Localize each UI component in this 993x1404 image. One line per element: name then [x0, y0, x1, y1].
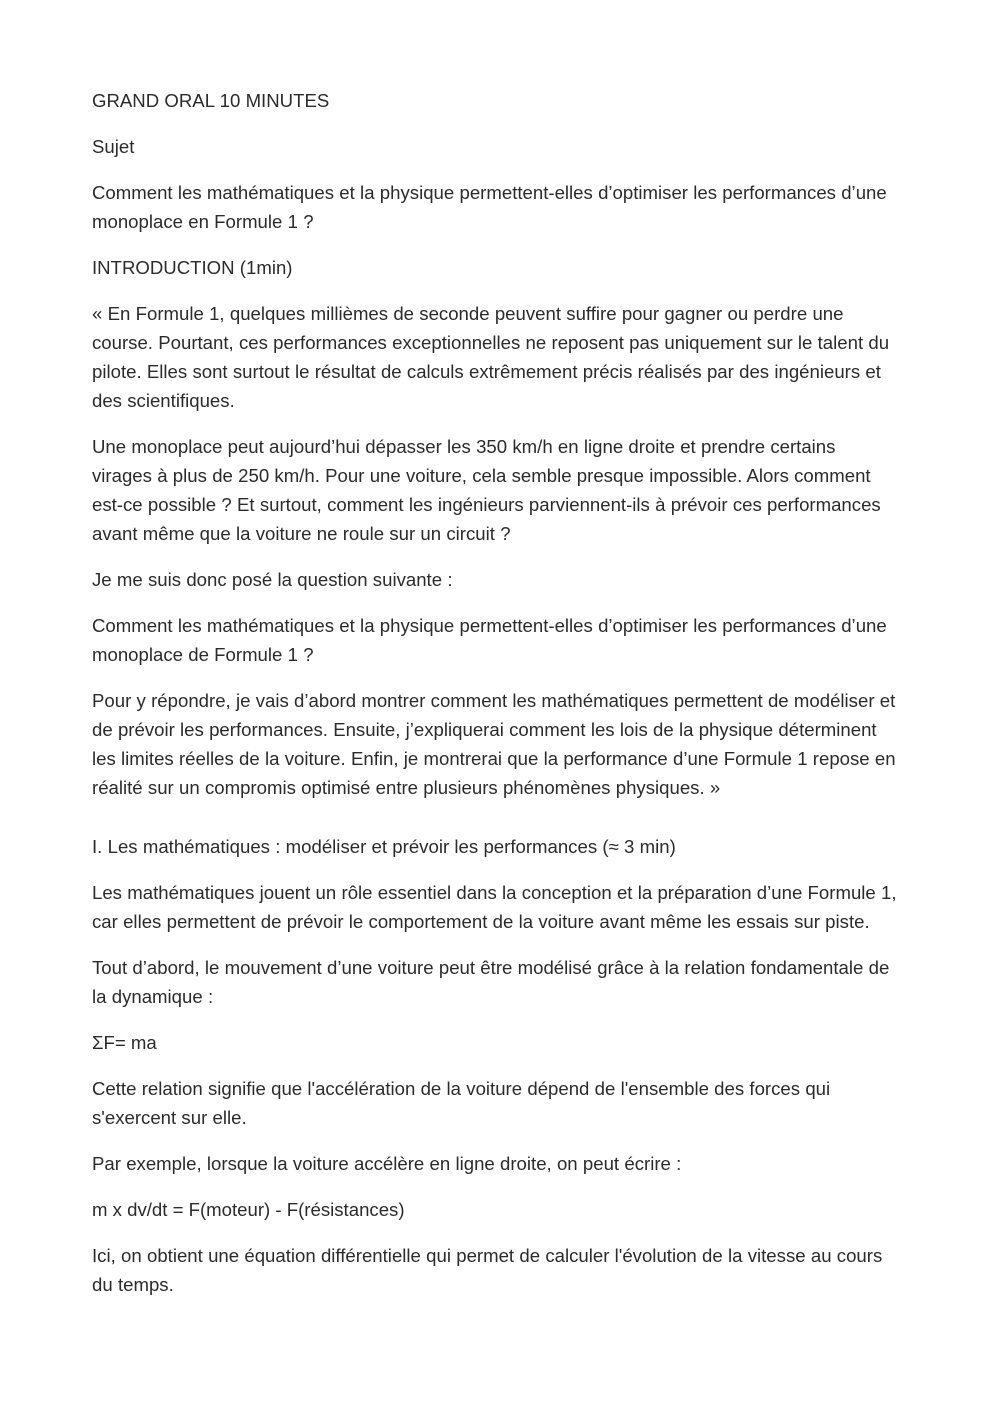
- section-1-paragraph-3: Cette relation signifie que l'accélération de la voiture dépend de l'ensemble des forces qui s'exercent sur elle.: [92, 1078, 836, 1128]
- introduction-heading: INTRODUCTION (1min): [92, 257, 293, 278]
- section-1-paragraph-1: Les mathématiques jouent un rôle essentiel dans la conception et la préparation d’une Formule 1, car elles permettent de prévoir le comportement de la voiture avant même les essais sur piste.: [92, 882, 902, 932]
- introduction-paragraph-3: Je me suis donc posé la question suivante :: [92, 569, 453, 590]
- section-1-paragraph-2: Tout d’abord, le mouvement d’une voiture peut être modélisé grâce à la relation fondamentale de la dynamique :: [92, 957, 895, 1007]
- section-1-paragraph-4: Par exemple, lorsque la voiture accélère en ligne droite, on peut écrire :: [92, 1153, 682, 1174]
- introduction-paragraph-4: Pour y répondre, je vais d’abord montrer comment les mathématiques permettent de modéliser et de prévoir les performances. Ensuite, j’expliquerai comment les lois de la physique déterminent les limites réelles de la voiture. Enfin, je montrerai que la performance d’une Formule 1 repose en réalité sur un compromis optimisé entre plusieurs phénomènes physiques. »: [92, 690, 901, 798]
- formula-newtons-second-law: ΣF= ma: [92, 1032, 157, 1053]
- problematique-statement: Comment les mathématiques et la physique permettent-elles d’optimiser les performances d’une monoplace de Formule 1 ?: [92, 615, 892, 665]
- document-title: GRAND ORAL 10 MINUTES: [92, 90, 330, 111]
- introduction-paragraph-2: Une monoplace peut aujourd’hui dépasser les 350 km/h en ligne droite et prendre certains virages à plus de 250 km/h. Pour une voiture, cela semble presque impossible. Alors comment est-ce possible ? Et surtout, comment les ingénieurs parviennent-ils à prévoir ces performances avant même que la voiture ne roule sur un circuit ?: [92, 436, 886, 544]
- subject-question: Comment les mathématiques et la physique permettent-elles d’optimiser les performances d’une monoplace en Formule 1 ?: [92, 182, 892, 232]
- section-1-heading: I. Les mathématiques : modéliser et prévoir les performances (≈ 3 min): [92, 836, 676, 857]
- section-1-paragraph-5: Ici, on obtient une équation différentielle qui permet de calculer l'évolution de la vitesse au cours du temps.: [92, 1245, 888, 1295]
- introduction-paragraph-1: « En Formule 1, quelques millièmes de seconde peuvent suffire pour gagner ou perdre une course. Pourtant, ces performances exceptionnelles ne reposent pas uniquement sur le talent du pilote. Elles sont surtout le résultat de calculs extrêmement précis réalisés par des ingénieurs et des scientifiques.: [92, 303, 895, 411]
- formula-differential-equation: m x dv/dt = F(moteur) - F(résistances): [92, 1199, 405, 1220]
- subject-label: Sujet: [92, 136, 135, 157]
- document-body: [92, 86, 900, 1299]
